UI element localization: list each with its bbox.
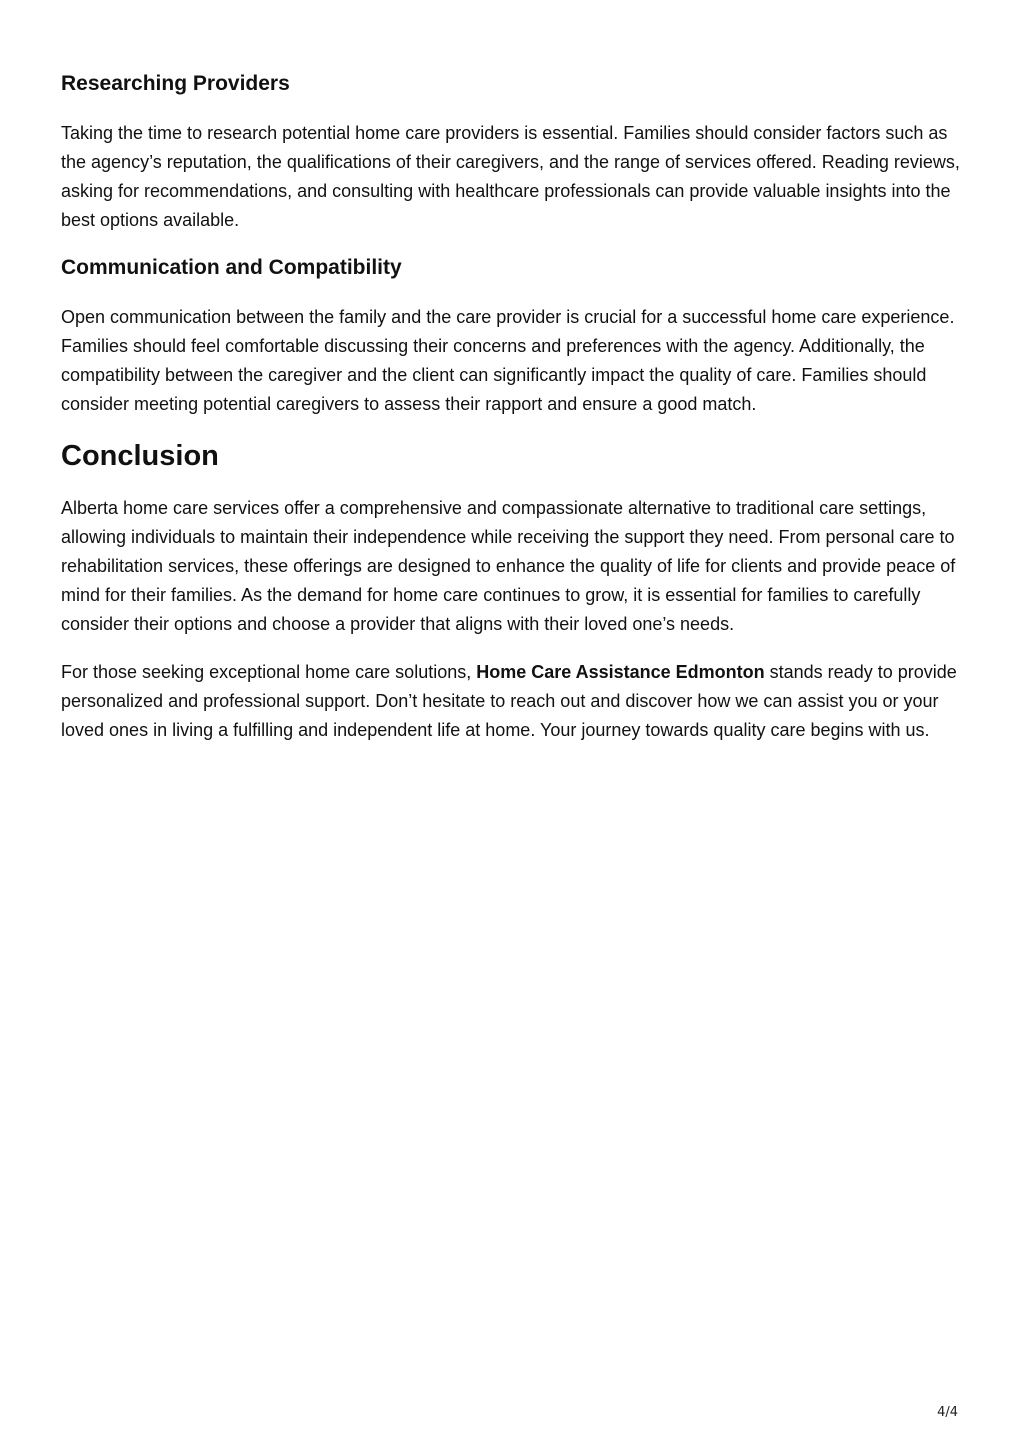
company-name-bold: Home Care Assistance Edmonton [476, 662, 765, 682]
page-number: 4/4 [937, 1405, 958, 1420]
paragraph-conclusion-2-lead: For those seeking exceptional home care solutions, [61, 662, 477, 682]
heading-communication-compatibility: Communication and Compatibility [61, 256, 402, 279]
paragraph-conclusion-1: Alberta home care services offer a comprehensive and compassionate alternative to traditional care settings, allowing individuals to maintain their independence while receiving the support they need. From personal care to rehabilitation services, these offerings are designed to enhance the quality of life for clients and provide peace of mind for their families. As the demand for home care continues to grow, it is essential for families to carefully consider their options and choose a provider that aligns with their loved one’s needs. [61, 498, 956, 634]
paragraph-conclusion-2-tail: stands ready to provide personalized and professional support. Don’t hesitate to reach out and discover how we can assist you or your loved ones in living a fulfilling and independent life at home. Your journey towards quality care begins with us. [61, 662, 957, 740]
paragraph-conclusion-2 [61, 658, 961, 745]
heading-researching-providers: Researching Providers [61, 72, 290, 95]
paragraph-researching-providers: Taking the time to research potential home care providers is essential. Families should consider factors such as the agency’s reputation, the qualifications of their caregivers, and the range of services offered. Reading reviews, asking for recommendations, and consulting with healthcare professionals can provide valuable insights into the best options available. [61, 123, 960, 230]
heading-conclusion: Conclusion [61, 440, 219, 472]
paragraph-communication-compatibility: Open communication between the family and the care provider is crucial for a successful home care experience. Families should feel comfortable discussing their concerns and preferences with the agency. Additionally, the compatibility between the caregiver and the client can significantly impact the quality of care. Families should consider meeting potential caregivers to assess their rapport and ensure a good match. [61, 307, 955, 414]
document-page [61, 70, 961, 764]
